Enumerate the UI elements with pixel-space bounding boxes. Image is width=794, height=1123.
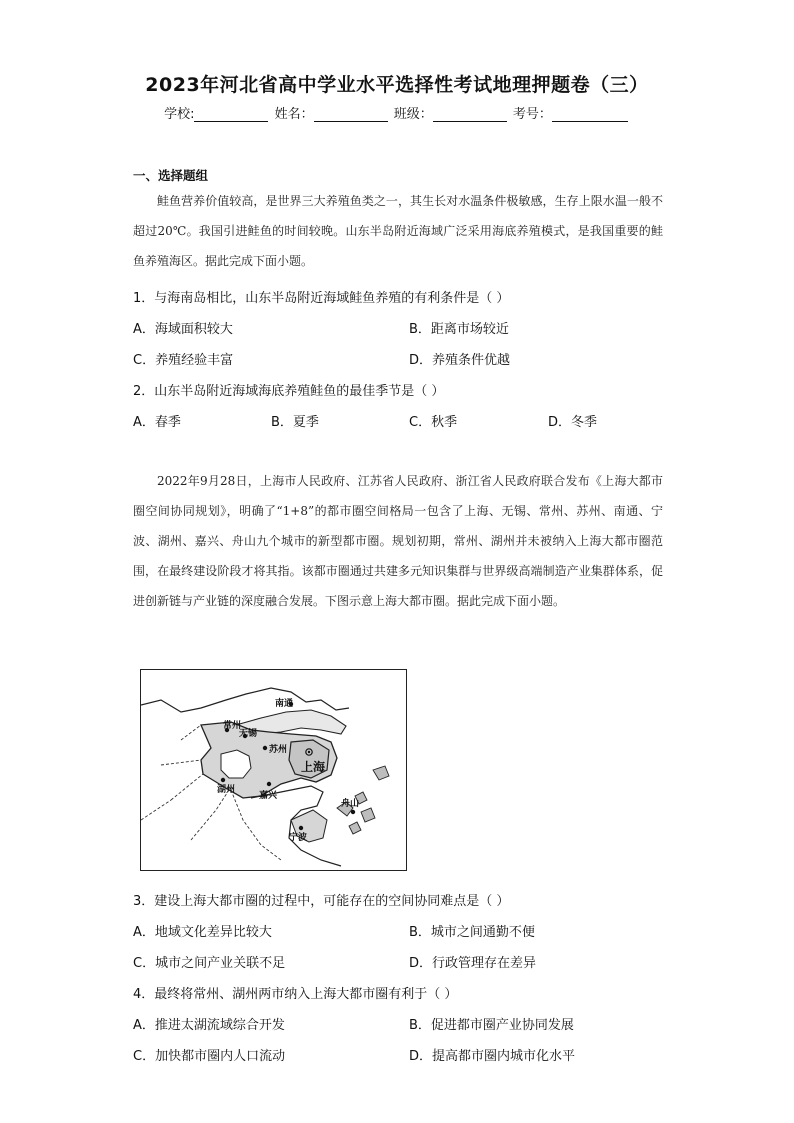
q4-option-b[interactable]: B．促进都市圈产业协同发展 [409,1018,574,1033]
question-2-stem: 2．山东半岛附近海域海底养殖鲑鱼的最佳季节是（ ） [133,384,445,399]
school-label: 学校: [164,107,195,122]
passage-shanghai [133,466,663,616]
question-1-stem: 1．与海南岛相比，山东半岛附近海域鲑鱼养殖的有利条件是（ ） [133,291,510,306]
map-label-jiaxing: 嘉兴 [259,791,278,801]
map-drawing [141,670,406,870]
q1-option-b[interactable]: B．距离市场较近 [409,322,509,337]
class-blank[interactable] [433,107,507,122]
question-4-stem: 4．最终将常州、湖州两市纳入上海大都市圈有利于（ ） [133,987,458,1002]
section-heading: 一、选择题组 [133,168,209,183]
passage-salmon [133,186,663,276]
map-label-wuxi: 无锡 [239,729,258,739]
city-dot-jiaxing [267,782,271,786]
city-dot-zhoushan [351,810,355,814]
exam-number-label: 考号： [512,107,552,122]
map-label-ningbo: 宁波 [289,833,308,843]
map-label-huzhou: 湖州 [217,785,236,795]
q4-option-c[interactable]: C．加快都市圈内人口流动 [133,1049,286,1064]
city-dot-suzhou [263,746,267,750]
shanghai-metro-map [140,669,407,871]
question-3-stem: 3．建设上海大都市圈的过程中，可能存在的空间协同难点是（ ） [133,894,510,909]
exam-number-blank[interactable] [552,107,628,122]
q4-option-d[interactable]: D．提高都市圈内城市化水平 [409,1049,576,1064]
school-blank[interactable] [194,107,268,122]
student-info-line [0,103,794,122]
q3-option-b[interactable]: B．城市之间通勤不便 [409,925,535,940]
class-label: 班级： [393,107,433,122]
q1-option-d[interactable]: D．养殖条件优越 [409,353,511,368]
passage-shanghai-text: 2022年9月28日，上海市人民政府、江苏省人民政府、浙江省人民政府联合发布《上海大都市圈空间协同规划》，明确了“1+8”的都市圈空间格局一包含了上海、无锡、常州、苏州、南通、宁波、湖州、嘉兴、舟山九个城市的新型都市圈。规划初期，常州、湖州并未被纳入上海大都市圈范围，在最终建设阶段才将其指。该都市圈通过共建多元知识集群与世界级高端制造产业集群体系，促进创新链与产业链的深度融合发展。下图示意上海大都市圈。据此完成下面小题。 [133,474,663,608]
q2-option-d[interactable]: D．冬季 [548,415,598,430]
map-label-shanghai: 上海 [301,760,326,774]
q1-option-a[interactable]: A．海域面积较大 [133,322,233,337]
map-label-changzhou: 常州 [223,721,242,731]
name-label: 姓名： [274,107,314,122]
map-label-zhoushan: 舟山 [341,799,360,809]
lake-taihu [221,750,251,778]
q3-option-c[interactable]: C．城市之间产业关联不足 [133,956,286,971]
name-blank[interactable] [314,107,388,122]
map-label-suzhou: 苏州 [269,745,288,755]
passage-salmon-text: 鲑鱼营养价值较高，是世界三大养殖鱼类之一，其生长对水温条件极敏感，生存上限水温一般不超过20℃。我国引进鲑鱼的时间较晚。山东半岛附近海域广泛采用海底养殖模式，是我国重要的鲑鱼养殖海区。据此完成下面小题。 [133,194,663,268]
q3-option-a[interactable]: A．地域文化差异比较大 [133,925,272,940]
q2-option-a[interactable]: A．春季 [133,415,181,430]
map-label-nantong: 南通 [275,699,294,709]
q1-option-c[interactable]: C．养殖经验丰富 [133,353,234,368]
q3-option-d[interactable]: D．行政管理存在差异 [409,956,537,971]
exam-title: 2023年河北省高中学业水平选择性考试地理押题卷（三） [145,74,649,96]
q2-option-b[interactable]: B．夏季 [271,415,319,430]
q2-option-c[interactable]: C．秋季 [409,415,458,430]
q4-option-a[interactable]: A．推进太湖流域综合开发 [133,1018,285,1033]
